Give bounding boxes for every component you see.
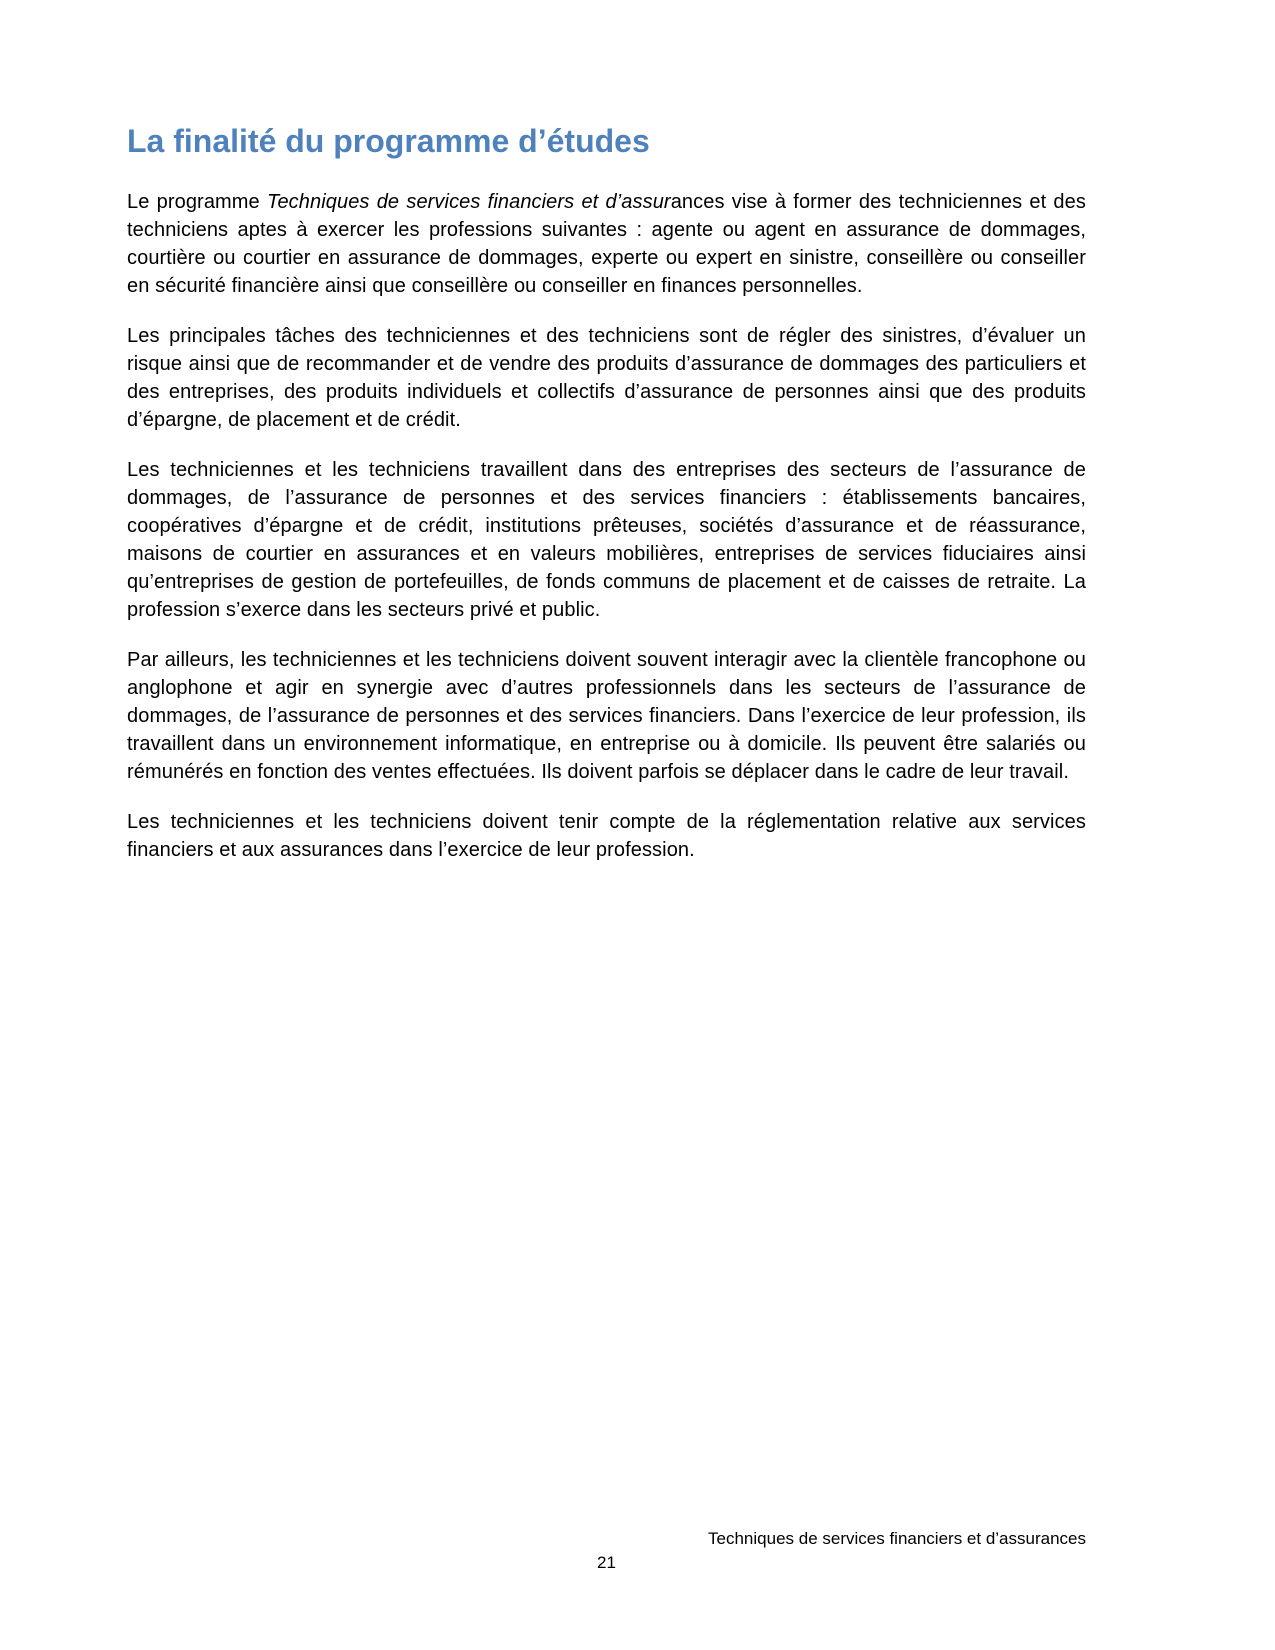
paragraph-2: Les principales tâches des techniciennes et des techniciens sont de régler des sinistres, d’évaluer un risque ainsi que de recommander et de vendre des produits d’assurance de dommages des particuliers et des entreprises, des produits individuels et collectifs d’assurance de personnes ainsi que des produits d’épargne, de placement et de crédit. <box>127 324 1086 431</box>
document-body <box>127 123 1086 886</box>
paragraph-5: Les techniciennes et les techniciens doivent tenir compte de la réglementation relative aux services financiers et aux assurances dans l’exercice de leur profession. <box>127 810 1086 861</box>
footer-document-title: Techniques de services financiers et d’assurances <box>708 1529 1086 1548</box>
paragraph-1-suffix: ances vise à former des techniciennes et des techniciens aptes à exercer les professions suivantes : agente ou agent en assurance de dommages, courtière ou courtier en assurance de dommages, experte ou expert en sinistre, conseillère ou conseiller en sécurité financière ainsi que conseillère ou conseiller en finances personnelles. <box>127 190 1086 297</box>
paragraph-4: Par ailleurs, les techniciennes et les techniciens doivent souvent interagir avec la clientèle francophone ou anglophone et agir en synergie avec d’autres professionnels dans les secteurs de l’assurance de dommages, de l’assurance de personnes et des services financiers. Dans l’exercice de leur profession, ils travaillent dans un environnement informatique, en entreprise ou à domicile. Ils peuvent être salariés ou rémunérés en fonction des ventes effectuées. Ils doivent parfois se déplacer dans le cadre de leur travail. <box>127 648 1086 783</box>
page-footer <box>127 1528 1086 1574</box>
paragraph-1 <box>127 188 1086 300</box>
page-title: La finalité du programme d’études <box>127 123 650 159</box>
paragraph-1-prefix: Le programme <box>127 190 267 213</box>
paragraph-3: Les techniciennes et les techniciens travaillent dans des entreprises des secteurs de l’assurance de dommages, de l’assurance de personnes et des services financiers : établissements bancaires, coopératives d’épargne et de crédit, institutions prêteuses, sociétés d’assurance et de réassurance, maisons de courtier en assurances et en valeurs mobilières, entreprises de services fiduciaires ainsi qu’entreprises de gestion de portefeuilles, de fonds communs de placement et de caisses de retraite. La profession s’exerce dans les secteurs privé et public. <box>127 458 1086 621</box>
paragraph-1-italic-title: Techniques de services financiers et d’assur <box>266 190 671 213</box>
page-number: 21 <box>597 1553 616 1572</box>
